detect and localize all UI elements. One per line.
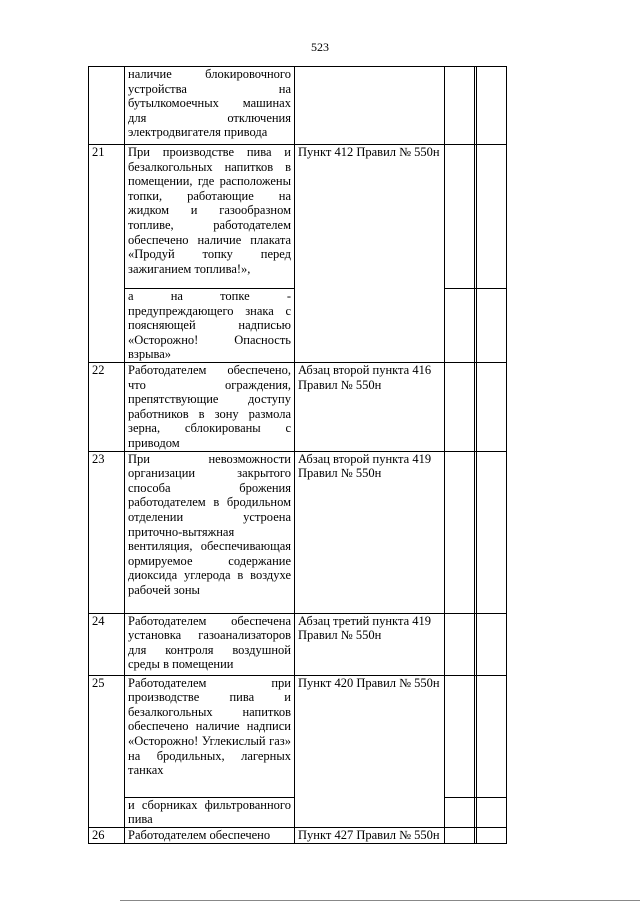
row-number: 25: [89, 675, 125, 827]
table-row: [89, 145, 507, 289]
legal-reference: [295, 67, 445, 145]
table-row: [89, 67, 507, 145]
answer-yes-cell: [445, 362, 475, 451]
checklist-table: [88, 66, 507, 844]
table-row: [89, 827, 507, 843]
requirement-text: Работодателем обеспечена установка газоанализаторов для контроля воздушной среды в помещении: [125, 613, 295, 675]
requirement-subtext: а на топке - предупреждающего знака с поясняющей надписью «Осторожно! Опасность взрыва»: [125, 289, 295, 363]
table-row: [89, 362, 507, 451]
answer-na-cell: [477, 675, 507, 797]
legal-reference: Пункт 412 Правил № 550н: [295, 145, 445, 363]
requirement-text: Работодателем обеспечено, что ограждения, препятствующие доступу работников в зону размола зерна, сблокированы с приводом: [125, 362, 295, 451]
legal-reference: Пункт 427 Правил № 550н: [295, 827, 445, 843]
table-row: [89, 613, 507, 675]
answer-yes-cell: [445, 827, 475, 843]
answer-na-cell: [477, 797, 507, 827]
answer-na-cell: [477, 451, 507, 613]
answer-yes-cell: [445, 451, 475, 613]
row-number: 24: [89, 613, 125, 675]
answer-na-cell: [477, 67, 507, 145]
answer-na-cell: [477, 289, 507, 363]
requirement-subtext: и сборниках фильтрованного пива: [125, 797, 295, 827]
answer-yes-cell: [445, 797, 475, 827]
table-row: [89, 451, 507, 613]
row-number: 26: [89, 827, 125, 843]
answer-na-cell: [477, 362, 507, 451]
row-number: 22: [89, 362, 125, 451]
table-row: [89, 675, 507, 797]
requirement-text: Работодателем обеспечено: [125, 827, 295, 843]
legal-reference: Пункт 420 Правил № 550н: [295, 675, 445, 827]
row-number: [89, 67, 125, 145]
scan-edge-line: [120, 900, 640, 901]
requirement-text: При невозможности организации закрытого способа брожения работодателем в бродильном отделении устроена приточно-вытяжная вентиляция, обеспечивающая ормируемое содержание диоксида углерода в воздухе рабочей зоны: [125, 451, 295, 613]
row-number: 21: [89, 145, 125, 363]
legal-reference: Абзац второй пункта 419 Правил № 550н: [295, 451, 445, 613]
answer-na-cell: [477, 827, 507, 843]
answer-yes-cell: [445, 613, 475, 675]
answer-yes-cell: [445, 145, 475, 289]
legal-reference: Абзац третий пункта 419 Правил № 550н: [295, 613, 445, 675]
requirement-text: Работодателем при производстве пива и безалкогольных напитков обеспечено наличие надписи «Осторожно! Углекислый газ» на бродильных, лагерных танках: [125, 675, 295, 797]
answer-na-cell: [477, 145, 507, 289]
row-number: 23: [89, 451, 125, 613]
answer-yes-cell: [445, 67, 475, 145]
legal-reference: Абзац второй пункта 416 Правил № 550н: [295, 362, 445, 451]
page-number: 523: [311, 40, 329, 54]
answer-yes-cell: [445, 675, 475, 797]
answer-yes-cell: [445, 289, 475, 363]
answer-na-cell: [477, 613, 507, 675]
requirement-text: наличие блокировочного устройства на бутылкомоечных машинах для отключения электродвигателя привода: [125, 67, 295, 145]
requirement-text: При производстве пива и безалкогольных напитков в помещении, где расположены топки, работающие на жидком и газообразном топливе, работодателем обеспечено наличие плаката «Продуй топку перед зажиганием топлива!»,: [125, 145, 295, 289]
